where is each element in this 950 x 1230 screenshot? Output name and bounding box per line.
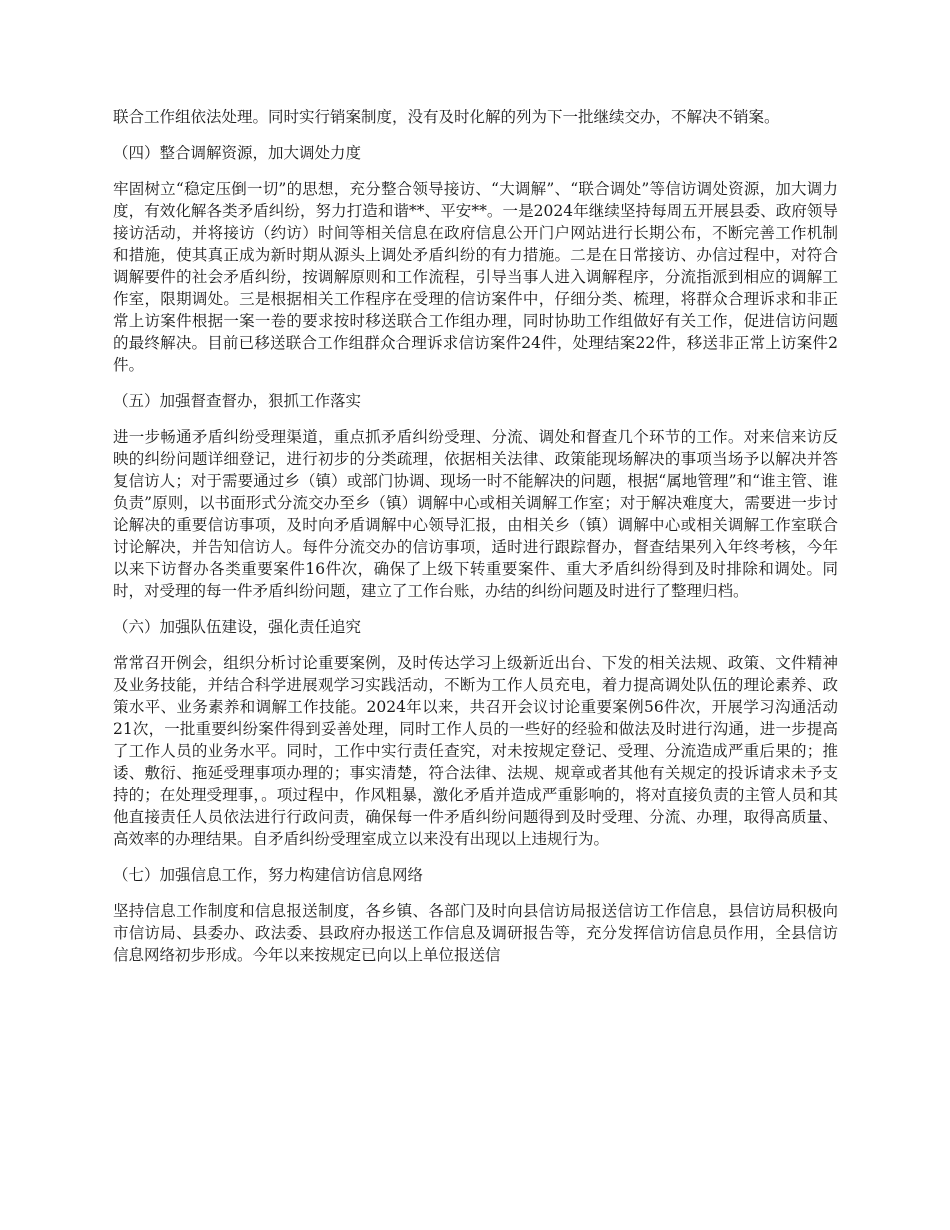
section-heading-7: （七）加强信息工作，努力构建信访信息网络 xyxy=(113,866,424,884)
document-body xyxy=(113,106,838,980)
section-heading-4: （四）整合调解资源，加大调处力度 xyxy=(113,144,362,162)
paragraph-section-5: 进一步畅通矛盾纠纷受理渠道，重点抓矛盾纠纷受理、分流、调处和督查几个环节的工作。对来信来访反映的纠纷问题详细登记，进行初步的分类疏理，依据相关法律、政策能现场解决的事项当场予以解决并答复信访人；对于需要通过乡（镇）或部门协调、现场一时不能解决的问题，根据“属地管理”和“谁主管、谁负责”原则，以书面形式分流交办至乡（镇）调解中心或相关调解工作室；对于解决难度大，需要进一步讨论解决的重要信访事项，及时向矛盾调解中心领导汇报，由相关乡（镇）调解中心或相关调解工作室联合讨论解决，并告知信访人。每件分流交办的信访事项，适时进行跟踪督办，督查结果列入年终考核，今年以来下访督办各类重要案件16件次，确保了上级下转重要案件、重大矛盾纠纷得到及时排除和调处。同时，对受理的每一件矛盾纠纷问题，建立了工作台账，办结的纠纷问题及时进行了整理归档。 xyxy=(113,428,838,600)
paragraph-section-6: 常常召开例会，组织分析讨论重要案例，及时传达学习上级新近出台、下发的相关法规、政策、文件精神及业务技能，并结合科学进展观学习实践活动，不断为工作人员充电，着力提高调处队伍的理论素养、政策水平、业务素养和调解工作技能。2024年以来，共召开会议讨论重要案例56件次，开展学习沟通活动21次，一批重要纠纷案件得到妥善处理，同时工作人员的一些好的经验和做法及时进行沟通，进一步提高了工作人员的业务水平。同时，工作中实行责任查究，对未按规定登记、受理、分流造成严重后果的；推诿、敷衍、拖延受理事项办理的；事实清楚，符合法律、法规、规章或者其他有关规定的投诉请求未予支持的；在处理受理事，。项过程中，作风粗暴，激化矛盾并造成严重影响的，将对直接负责的主管人员和其他直接责任人员依法进行行政问责，确保每一件矛盾纠纷问题得到及时受理、分流、办理，取得高质量、高效率的办理结果。自矛盾纠纷受理室成立以来没有出现以上违规行为。 xyxy=(113,654,838,848)
section-heading-6: （六）加强队伍建设，强化责任追究 xyxy=(113,618,362,636)
paragraph-section-7: 坚持信息工作制度和信息报送制度，各乡镇、各部门及时向县信访局报送信访工作信息，县信访局积极向市信访局、县委办、政法委、县政府办报送工作信息及调研报告等，充分发挥信访信息员作用，全县信访信息网络初步形成。今年以来按规定已向以上单位报送信 xyxy=(113,902,838,964)
paragraph-continuation: 联合工作组依法处理。同时实行销案制度，没有及时化解的列为下一批继续交办，不解决不销案。 xyxy=(113,108,780,126)
section-heading-5: （五）加强督查督办，狠抓工作落实 xyxy=(113,392,362,410)
paragraph-section-4: 牢固树立“稳定压倒一切”的思想，充分整合领导接访、“大调解”、“联合调处”等信访调处资源，加大调力度，有效化解各类矛盾纠纷，努力打造和谐**、平安**。一是2024年继续坚持每周五开展县委、政府领导接访活动，并将接访（约访）时间等相关信息在政府信息公开门户网站进行长期公布，不断完善工作机制和措施，使其真正成为新时期从源头上调处矛盾纠纷的有力措施。二是在日常接访、办信过程中，对符合调解要件的社会矛盾纠纷，按调解原则和工作流程，引导当事人进入调解程序，分流指派到相应的调解工作室，限期调处。三是根据相关工作程序在受理的信访案件中，仔细分类、梳理，将群众合理诉求和非正常上访案件根据一案一卷的要求按时移送联合工作组办理，同时协助工作组做好有关工作，促进信访问题的最终解决。目前已移送联合工作组群众合理诉求信访案件24件，处理结案22件，移送非正常上访案件2件。 xyxy=(113,180,838,374)
